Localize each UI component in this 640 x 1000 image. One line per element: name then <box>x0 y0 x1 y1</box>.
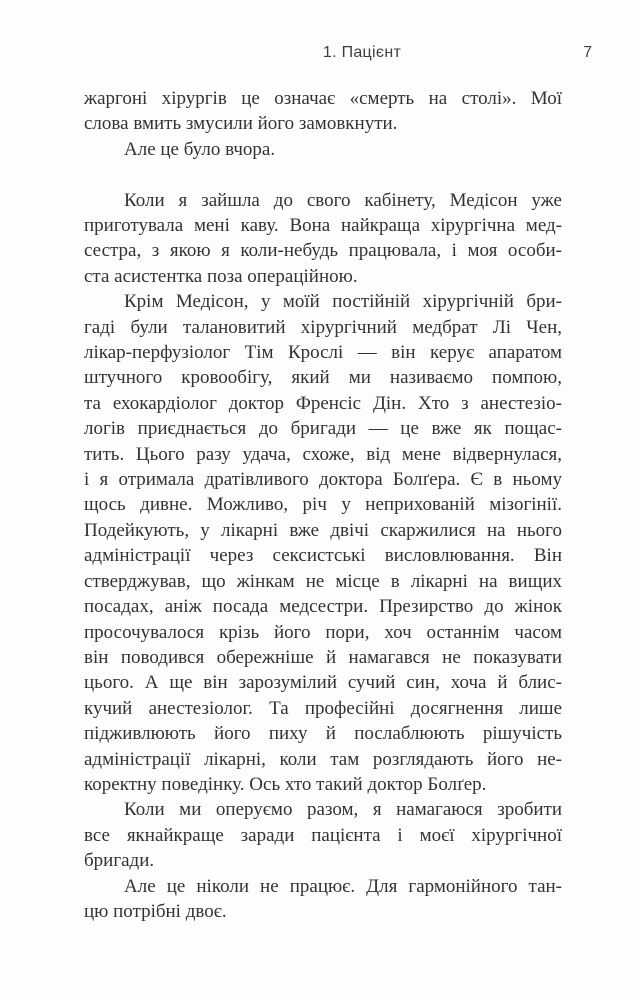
chapter-title: 1. Пацієнт <box>322 44 402 61</box>
text-line: штучного кровообігу, який ми називаємо помпою, <box>84 367 562 389</box>
text-line: ста асистентка поза операційною. <box>84 265 358 287</box>
text-line: лікар-перфузіолог Тім Крослі — він керує апаратом <box>84 342 562 364</box>
text-line: жаргоні хірургів це означає «смерть на столі». Мої <box>84 88 562 109</box>
text-line: та ехокардіолог доктор Френсіс Дін. Хто з анестезіо- <box>84 392 562 414</box>
page-header <box>84 44 640 66</box>
text-line: приготувала мені каву. Вона найкраща хірургічна мед- <box>84 215 562 237</box>
text-line: коректну поведінку. Ось хто такий доктор Болґер. <box>84 773 487 795</box>
text-line: гаді були талановитий хірургічний медбрат Лі Чен, <box>84 316 562 338</box>
text-line: все якнайкраще заради пацієнта і моєї хірургічної <box>84 824 562 846</box>
text-line: Крім Медісон, у моїй постійній хірургічній бри- <box>124 291 562 313</box>
text-line: щось дивне. Можливо, річ у неприхованій мізогінії. <box>84 494 562 516</box>
body-text <box>84 86 562 924</box>
text-line: Коли ми оперуємо разом, я намагаюся зробити <box>124 799 562 821</box>
text-line: логів приєднається до бригади — це вже як пощас- <box>84 418 562 440</box>
text-line: Подейкують, у лікарні вже двічі скаржилися на нього <box>84 519 562 541</box>
text-line: і я отримала дратівливого доктора Болґера. Є в ньому <box>84 469 562 491</box>
text-line: тить. Цього разу удача, схоже, від мене відвернулася, <box>84 443 562 465</box>
text-line: слова вмить змусили його замовкнути. <box>84 113 398 135</box>
text-line: стверджував, що жінкам не місце в лікарні на вищих <box>84 570 562 592</box>
text-line: посадах, аніж посада медсестри. Презирство до жінок <box>84 596 562 618</box>
text-line: він поводився обережніше й намагався не показувати <box>84 646 562 668</box>
text-line: адміністрації через сексистські висловлювання. Він <box>84 545 562 567</box>
text-line: Але це було вчора. <box>124 138 276 160</box>
text-line: сестра, з якою я коли-небудь працювала, і моя особи- <box>84 240 562 262</box>
text-line: цього. А ще він зарозумілий сучий син, хоча й блис- <box>84 672 562 694</box>
text-line: підживлюють його пиху й послаблюють рішучість <box>84 723 562 745</box>
text-line: Коли я зайшла до свого кабінету, Медісон уже <box>124 189 562 211</box>
text-line: адміністрації лікарні, коли там розглядають його не- <box>84 748 562 770</box>
page-number: 7 <box>583 44 592 61</box>
text-line: бригади. <box>84 850 155 872</box>
text-line: просочувалося крізь його пори, хоч останнім часом <box>84 621 562 643</box>
text-line: цю потрібні двоє. <box>84 900 227 922</box>
text-line: кучий анестезіолог. Та професійні досягнення лише <box>84 697 562 719</box>
text-line: Але це ніколи не працює. Для гармонійного тан- <box>124 875 562 897</box>
